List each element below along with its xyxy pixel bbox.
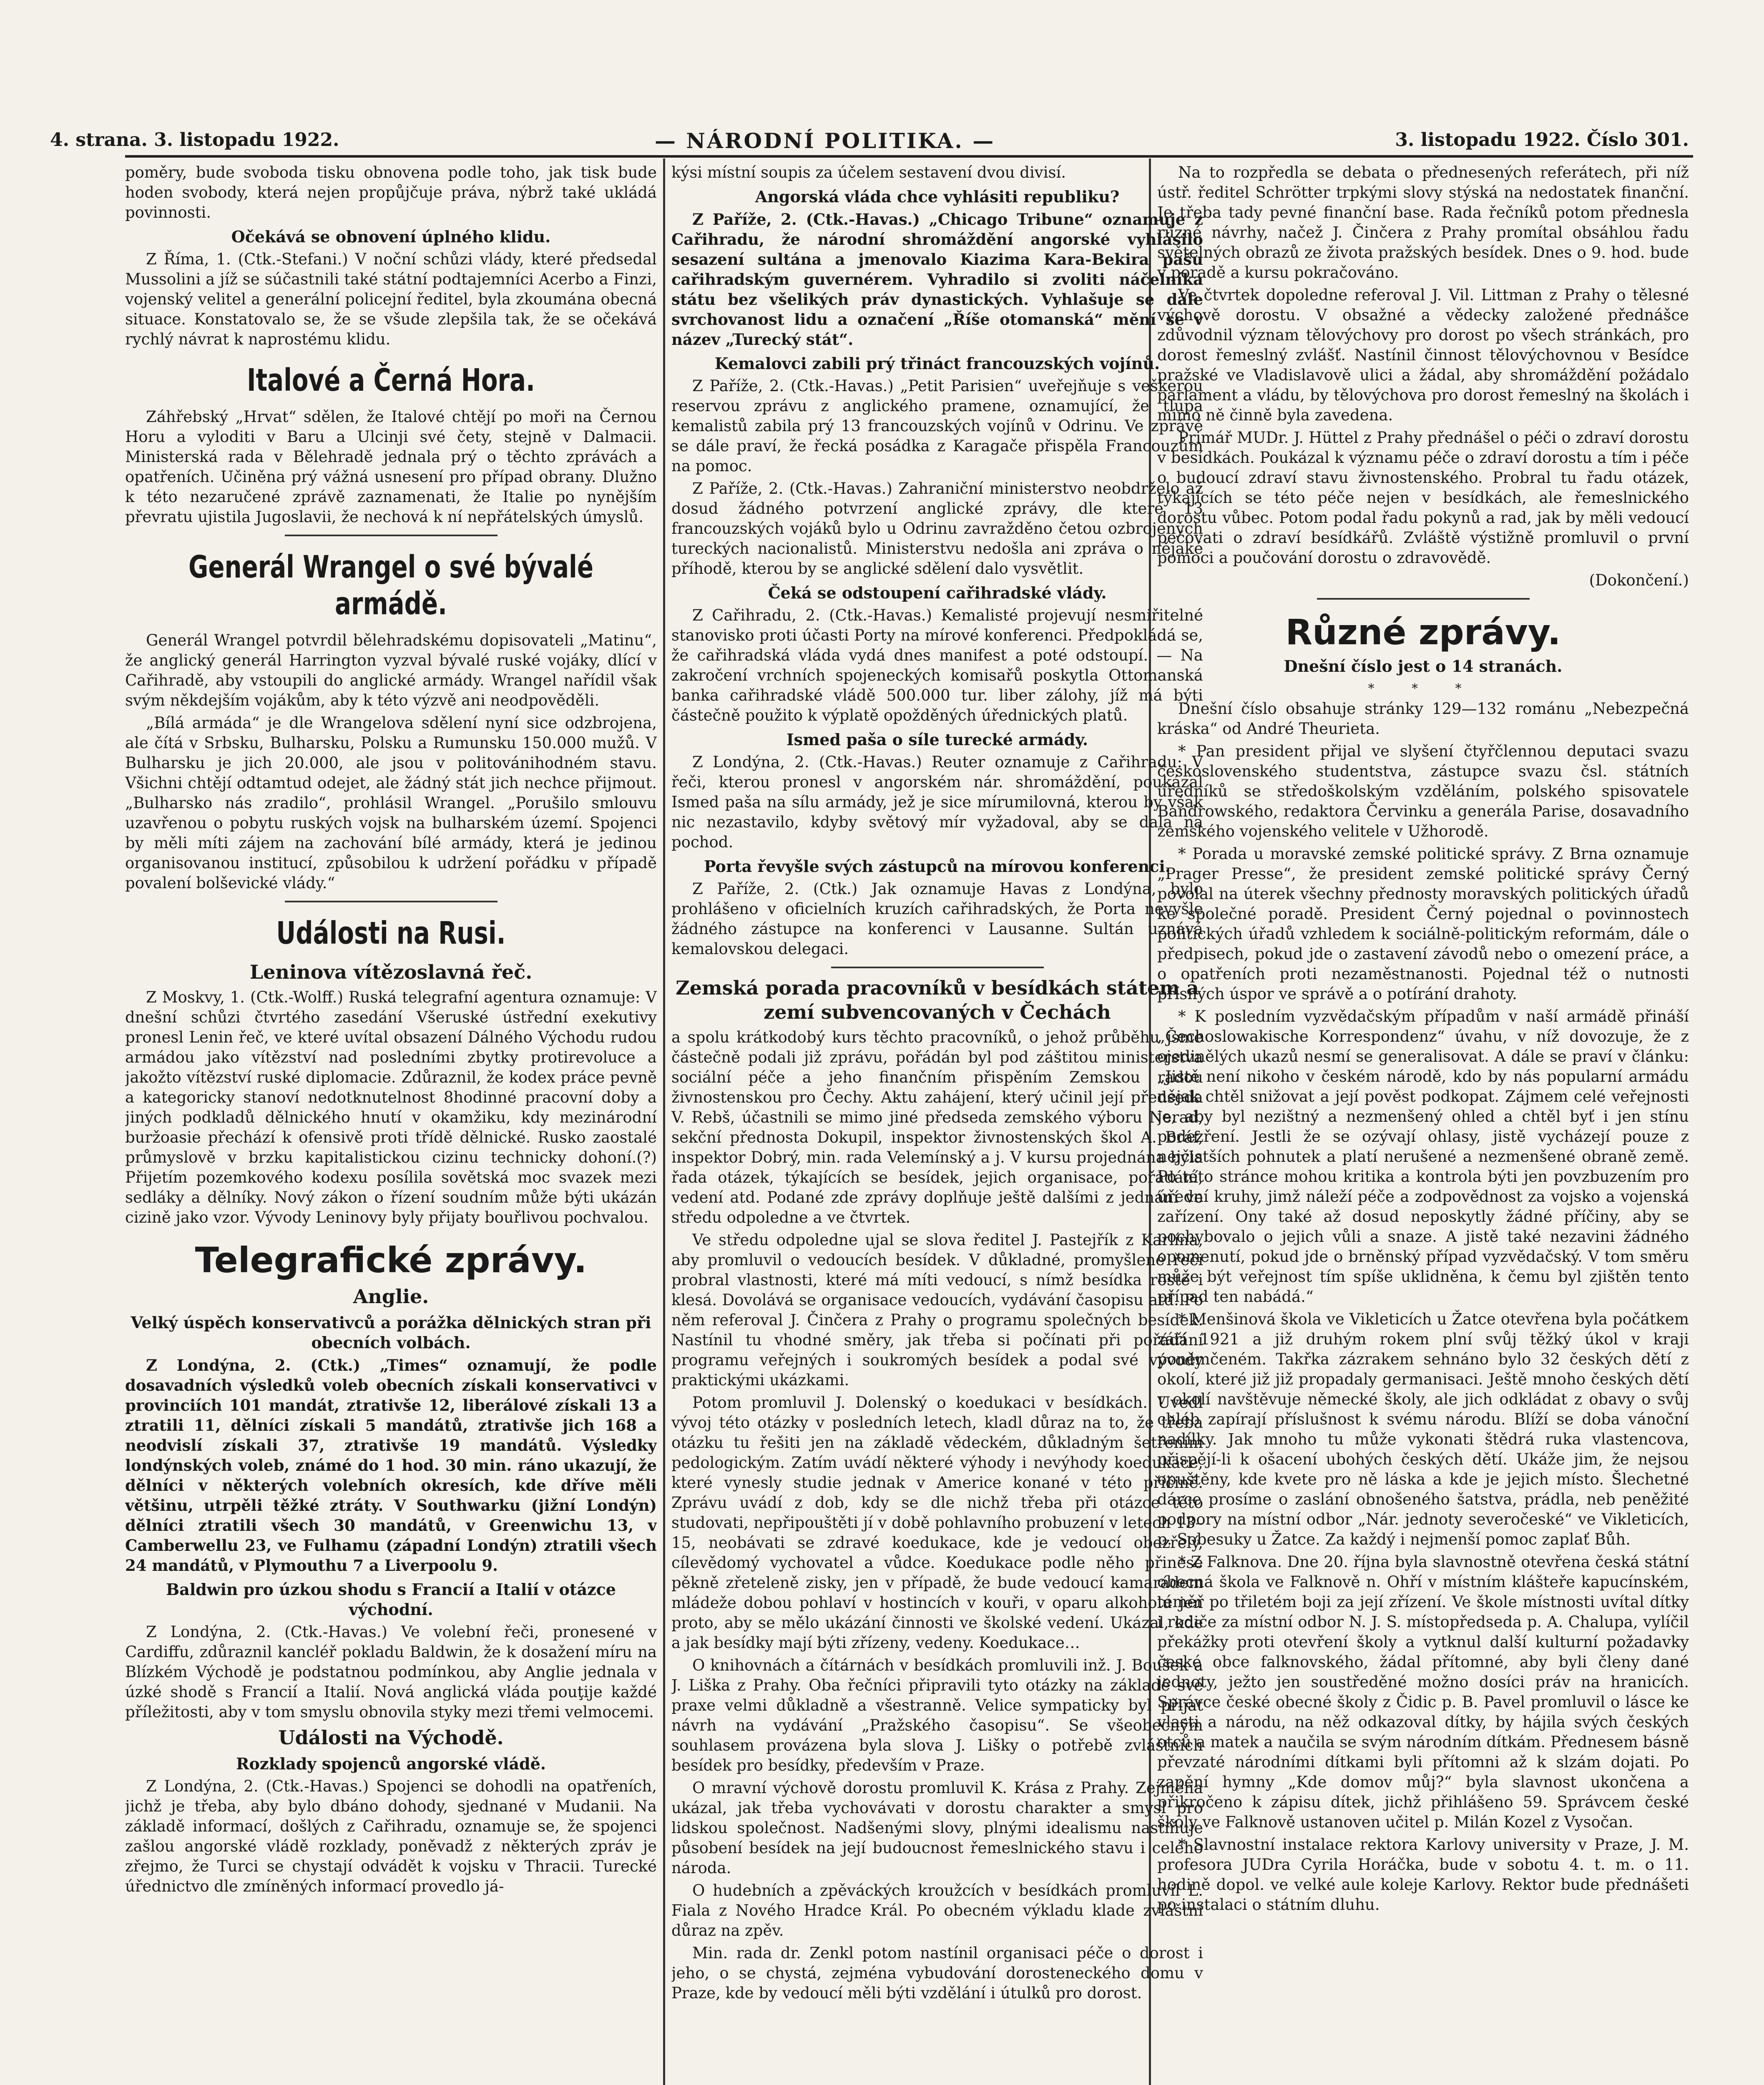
article-headline: Italové a Černá Hora.	[247, 362, 535, 398]
article-text: Potom promluvil J. Dolenský o koedukaci v besídkách. Uvedl vývoj této otázky v posledních letech, kladl důraz na to, že třeba otázku tu řešiti jen na základě vědeckém, důkladným šetřením pedologickým. Zatím uvádí některé výhody i nevýhody koedukace, které vynesly studie jednak v Americe konané v této příčině. Zprávu uvádí z dob, kdy se dle nichž třeba při otázce této studovati, nepřipouštěti jí v době pohlavního probuzení v letech 13–15, neobávati se zdravé koedukace, kde je vedoucí obezřelý, cílevědomý vychovatel a vůdce. Koedukace podle něho přinese pěkně zřeteleně zisky, jen v případě, že bude vedoucí kamarádem mládeže dobou pohlaví v hostincích v kouři, v oparu alkoholu jen proto, aby se mělo ukázání činnosti ve školské vedení. Ukázal, kde a jak besídky mají býti zřízeny, vedeny. Koedukace…	[671, 1394, 1203, 1652]
article-heading: Baldwin pro úzkou shodu s Francií a Italií v otázce východní.	[166, 1580, 616, 1619]
column-divider	[663, 158, 665, 2085]
article-text: Z Londýna, 2. (Ctk.) „Times“ oznamují, že podle dosavadních výsledků voleb obecních získali konservativci v provinciích 101 mandát, ztrativše 12, liberálové získali 13 a ztratili 11, dělníci získali 5 mandátů, ztrativše jich 168 a neodvislí získali 37, ztrativše 19 mandátů. Výsledky londýnských voleb, známé do 1 hod. 30 min. ráno ukazují, že dělníci v některých volebních okresích, kde dříve měli většinu, utrpěli těžké ztráty. V Southwarku (jižní Londýn) dělníci ztratili všech 30 mandátů, v Greenwichu 13, v Camberwellu 23, ve Fulhamu (západní Londýn) ztratili všech 24 mandátů, v Plymouthu 7 a Liverpoolu 9.	[125, 1356, 657, 1575]
page-header	[50, 121, 1689, 158]
article-heading: Ismed paša o síle turecké armády.	[786, 730, 1088, 749]
article-text: Dnešní číslo obsahuje stránky 129—132 románu „Nebezpečná kráska“ od André Theurieta.	[1157, 700, 1689, 738]
article-heading: Čeká se odstoupení cařihradské vlády.	[768, 583, 1107, 602]
article-heading: Kemalovci zabili prý třináct francouzských vojínů.	[714, 354, 1160, 373]
article-text: * Z Falknova. Dne 20. října byla slavnostně otevřena česká státní obecná škola ve Falknově n. Ohří v místním klášteře kapucínském, téměř po třiletém boji za její zřízení. Ve škole místnosti uvítal dítky i rodiče za místní odbor N. J. S. místopředseda p. A. Chalupa, vylíčil překážky proti otevření školy a vytknul další kulturní požadavky české obce falknovského, žádal přítomné, aby byli členy dané jednoty, ježto jen soustředěné možno dosíci práv na hranicích. Správce české obecné školy z Čidic p. B. Pavel promluvil o lásce ke vlasti a národu, na něž odkazoval dítky, by hájila svých českých otců a matek a naučila se svým národním dítkám. Přednesem básně převzaté národními dítkami byli přítomni až k slzám dojati. Po zapění hymny „Kde domov můj?“ byla slavnost ukončena a přikročeno k zápisu dítek, jichž přihlášeno 59. Správcem české školy ve Falknově ustanoven učitel p. Milán Kozel z Vysočan.	[1157, 1553, 1689, 1831]
separator	[1317, 598, 1530, 600]
header-page-date: 4. strana. 3. listopadu 1922.	[50, 129, 339, 151]
article-text: a spolu krátkodobý kurs těchto pracovníků, o jehož průběhu jsme částečně podali již zprávu, pořádán byl pod záštitou ministerstva sociální péče a jeho finančním přispěním Zemskou radou živnostenskou pro Čechy. Aktu zahájení, který učinil její předseda V. Rebš, účastnili se mimo jiné předseda zemského výboru Nerad, sekční přednosta Dokupil, inspektor živnostenských škol A. Bráf, inspektor Dobrý, min. rada Velemínský a j. V kursu projednána byla řada otázek, týkajících se besídek, jejich organisace, pořádání, vedení atd. Podané zde zprávy doplňuje ještě dalšími z jednání ve středu odpoledne a ve čtvrtek.	[671, 1028, 1203, 1226]
article-text: Min. rada dr. Zenkl potom nastínil organisaci péče o dorost i jeho, o se chystá, zejména vybudování dorosteneckého domu v Praze, kde by vedoucí měli býti vzdělání i útulků pro dorost.	[671, 1944, 1203, 2002]
separator	[285, 901, 498, 902]
separator	[285, 535, 498, 536]
article-text: Záhřebský „Hrvat“ sdělen, že Italové chtějí po moři na Černou Horu a vyloditi v Baru a Ulcinji své čety, stejně v Dalmacii. Ministerská rada v Bělehradě jednala prý o těchto zprávách a opatřeních. Učiněna prý vážná usnesení pro případ obrany. Dlužno k této nezaručené zprávě zaznamenati, že Italie po nynějším převratu ujistila Jugoslavii, že nechová k ní nepřátelských úmyslů.	[125, 408, 657, 526]
article-heading: Rozklady spojenců angorské vládě.	[236, 1754, 546, 1773]
column-1	[125, 163, 657, 2085]
article-text: Primář MUDr. J. Hüttel z Prahy přednášel o péči o zdraví dorostu v besídkách. Poukázal k významu péče o zdraví dorostu a tím i péče o budoucí zdraví stavu živnostenského. Probral tu řadu otázek, týkajících se této péče nejen v besídkách, ale řemeslnického dorostu vůbec. Potom podal řadu pokynů a rad, jak by měli vedoucí pečovati o zdraví besídkářů. Zvláště výstižně promluvil o první pomoci a poučování dorostu o zdravovědě.	[1157, 429, 1689, 567]
ornament: * * *	[1368, 681, 1478, 696]
section-headline: Telegrafické zprávy.	[195, 1240, 587, 1281]
article-heading: Porta řevyšle svých zástupců na mírovou konferenci.	[704, 857, 1171, 876]
article-text: O hudebních a zpěváckých kroužcích v besídkách promluvil L. Fiala z Nového Hradce Král. Po obecném výkladu klade zvláštní důraz na zpěv.	[671, 1882, 1203, 1939]
article-text: * Pan president přijal ve slyšení čtyřčlennou deputaci svazu československého studentstva, zástupce svazu čsl. státních úředníků se středoškolským vzděláním, polského spisovatele Bandrowského, redaktora Červinku a generála Parise, dosavadního zemského vojenského velitele v Užhorodě.	[1157, 742, 1689, 840]
article-text: kýsi místní soupis za účelem sestavení dvou divisí.	[671, 163, 1066, 181]
article-heading: Očekává se obnovení úplného klidu.	[231, 227, 551, 246]
article-text: Ve středu odpoledne ujal se slova ředitel J. Pastejřík z Karlína, aby promluvil o vedoucích besídek. V důkladné, promyšlené řeči probral vlastnosti, které má míti vedoucí, s nímž besídka roste i klesá. Dovolává se organisace vedoucích, vydávání časopisu atd. Po něm referoval J. Činčera z Prahy o programu společných besídek. Nastínil tu vhodné směry, jak třeba si počínati při pořádání programu veřejných i soukromých besídek a podal své vývody praktickými ukázkami.	[671, 1231, 1203, 1389]
article-text: Z Londýna, 2. (Ctk.-Havas.) Reuter oznamuje z Cařihradu: V řeči, kterou pronesl v angorském nár. shromáždění, poukázal Ismed paša na sílu armády, jež je sice mírumilovná, kterou by však nic nezastavilo, kdyby světový mír vyžadoval, aby se dala na pochod.	[671, 753, 1203, 851]
article-headline: Události na Východě.	[278, 1726, 504, 1749]
header-issue-number: 3. listopadu 1922. Číslo 301.	[1395, 129, 1689, 151]
article-text: Z Londýna, 2. (Ctk.-Havas.) Spojenci se dohodli na opatřeních, jichž je třeba, aby bylo dbáno dohody, sjednané v Mudanii. Na základě informací, došlých z Cařihradu, oznamuje se, že spojenci zašlou angorské vládě rozklady, poněvadž z některých zpráv je zřejmo, že Turci se chystají odvádět k vojsku v Thracii. Turecké úřednictvo dle zmíněných informací provedlo já-	[125, 1777, 657, 1895]
article-headline: Generál Wrangel o své bývalé armádě.	[188, 549, 593, 622]
masthead-title: — NÁRODNÍ POLITIKA. —	[655, 128, 995, 153]
article-text: * Slavnostní instalace rektora Karlovy university v Praze, J. M. profesora JUDra Cyrila Horáčka, bude v sobotu 4. t. m. o 11. hodině dopol. ve velké aule koleje Karlovy. Rektor bude přednášeti po instalaci o státním dluhu.	[1157, 1836, 1689, 1914]
article-text: Z Paříže, 2. (Ctk.-Havas.) Zahraniční ministerstvo neobdrželo až dosud žádného potvrzení anglické zprávy, dle které 13 francouzských vojáků bylo u Odrinu zavražděno četou ozbrojených tureckých nacionalistů. Ministerstvu nedošla ani zpráva o nějaké příhodě, kterou by se anglické sdělení dalo vysvětlit.	[671, 480, 1203, 578]
continuation-note: (Dokončení.)	[1589, 571, 1689, 589]
article-text: Na to rozpředla se debata o přednesených referátech, při níž ústř. ředitel Schrötter trpkými slovy stýská na nedostatek finanční. Je třeba tady pevné finanční base. Rada řečníků potom přednesla různé návrhy, načež J. Činčera z Prahy promítal obsáhlou řadu světelných obrazů ze života pražských besídek. Dnes o 9. hod. bude v poradě a kursu pokračováno.	[1157, 163, 1689, 281]
article-text: Z Londýna, 2. (Ctk.-Havas.) Ve volební řeči, pronesené v Cardiffu, zdůraznil kancléř pokladu Baldwin, že k dosažení míru na Blízkém Východě je podstatnou podmínkou, aby Anglie jednala v úzké shodě s Francií a Italií. Nová anglická vláda pouţije každé příležitosti, aby v tom smyslu obnovila styky mezi třemi velmocemi.	[125, 1623, 657, 1721]
column-2	[671, 163, 1203, 2085]
article-heading: Leninova vítězoslavná řeč.	[249, 961, 533, 983]
article-heading: Velký úspěch konservativců a porážka dělnických stran při obecních volbách.	[131, 1313, 651, 1352]
section-headline: Různé zprávy.	[1285, 612, 1561, 653]
article-text: Z Paříže, 2. (Ctk.-Havas.) „Petit Parisien“ uveřejňuje s veškerou reservou zprávu z anglického pramene, oznamující, že tlupa kemalistů zabila prý 13 francouzských vojínů v Odrinu. Ve zprávě se dále praví, že řecká posádka z Karagače přispěla Francouzům na pomoc.	[671, 377, 1203, 475]
article-text: Z Cařihradu, 2. (Ctk.-Havas.) Kemalisté projevují nesmiřitelné stanovisko proti účasti Porty na mírové konferenci. Předpokládá se, že cařihradská vláda vydá dnes manifest a poté odstoupí. — Na zakročení vrchních spojeneckých komisařů poskytla Ottomanská banka cařihradské vládě 500.000 tur. liber zálohy, jíž má býti částečně použito k výplatě opožděných úřednických platů.	[671, 606, 1203, 724]
article-text: Z Paříže, 2. (Ctk.) Jak oznamuje Havas z Londýna, bylo prohlášeno v oficielních kruzích cařihradských, že Porta nevyšle žádného zástupce na konferenci v Lausanne. Sultán uznává kemalovskou delegaci.	[671, 880, 1203, 958]
article-headline: Události na Rusi.	[276, 915, 506, 951]
article-heading: Angorská vláda chce vyhlásiti republiku?	[755, 187, 1120, 206]
column-3	[1157, 163, 1689, 2085]
article-text: poměry, bude svoboda tisku obnovena podle toho, jak tisk bude hoden svobody, která nejen propůjčuje práva, nýbrž také ukládá povinnosti.	[125, 163, 657, 221]
article-text: * K posledním vyzvědačským případům v naší armádě přináší „Čechoslowakische Korrespondenz“ úvahu, v níž dovozuje, že z ojedinělých ukazů nesmí se generalisovat. A dále se praví v článku: „Jistě není nikoho v českém národě, kdo by nás popularní armádu nějak chtěl snižovat a její pověst podkopat. Zájmem celé veřejnosti je, aby byl nezištný a nezmenšený ohled a chtěl byť i jen stínu podezření. Jestli že se ozývají ohlasy, jistě vycházejí pouze z nejčistších pohnutek a platí nerušené a nezmenšené obraně země. Po této stránce mohou kritika a kontrola býti jen povzbuzením pro úřední kruhy, jimž náleží péče a zodpovědnost za vojsko a vojenská zařízení. Ony také až dosud neposkytly žádné příčiny, aby se pochybovalo o jejich vůli a snaze. A jistě také nezavini žádného opomenutí, pokud jde o brněnský případ vyzvědačský. V tom směru může být veřejnost tím spíše uklidněna, k čemu byl zjištěn tento případ ten nabádá.“	[1157, 1007, 1689, 1306]
article-text: Z Říma, 1. (Ctk.-Stefani.) V noční schůzi vlády, které předsedal Mussolini a jíž se súčastnili také státní podtajemníci Acerbo a Finzi, vojenský velitel a generální policejní ředitel, byla zkoumána obecná situace. Konstatovalo se, že se všude zlepšila tak, že se očekává rychlý návrat k naprostému klidu.	[125, 250, 657, 348]
article-headline: Zemská porada pracovníků v besídkách státem a zemí subvencovaných v Čechách	[676, 977, 1199, 1023]
article-text: * Menšinová škola ve Vikleticích u Žatce otevřena byla počátkem září 1921 a již druhým rokem plní svůj těžký úkol v kraji poněmčeném. Takřka zázrakem sehnáno bylo 32 českých dětí z okolí, které již již propadaly germanisaci. Ještě mnoho českých dětí v okolí navštěvuje německé školy, ale jich odkládat z obavy o svůj chléb zapírají příslušnost k svému národu. Blíží se doba vánoční nadílky. Jak mnoho tu může vykonati štědrá ruka vlastencova, přispějí-li k ošacení ubohých českých dětí. Ukáže jim, že nejsou opuštěny, kde kvete pro ně láska a kde je jejich místo. Šlechetné dárce prosíme o zaslání obnošeného šatstva, prádla, neb peněžité podpory na místní odbor „Nár. jednoty severočeské“ ve Vikleticích, p. Sobesuky u Žatce. Za každý i nejmenší pomoc zaplať Bůh.	[1157, 1310, 1689, 1548]
article-text: Z Moskvy, 1. (Ctk.-Wolff.) Ruská telegrafní agentura oznamuje: V dnešní schůzi čtvrtého zasedání Všeruské ústřední exekutivy pronesl Lenin řeč, ve které uvítal obsazení Dálného Východu rudou armádou jako vítězství nad posledními zbytky protirevoluce a jakožto vítězství ruské diplomacie. Zdůraznil, že kodex práce pevně a kategoricky stanoví nedotknutelnost 8hodinné pracovní doby a jiných podkladů dělnického hnutí v okamžiku, kdy mezinárodní buržoasie přechází k ofensivě proti třídě dělnické. Rusko zaostalé průmyslově v brzku kapitalistickou cizinu technicky dohoní.(?) Přijetím pozemkového kodexu posílila sovětská moc svazek mezi sedláky a dělníky. Nový zákon o řízení soudním může býti ukázán cizině jako vzor. Vývody Leninovy byly přijaty bouřlivou pochvalou.	[125, 988, 657, 1226]
article-text: Ve čtvrtek dopoledne referoval J. Vil. Littman z Prahy o tělesné výchově dorostu. V obsažné a vědecky založené přednášce zdůvodnil význam tělovýchovy pro dorost po všech stránkách, pro dorost řemeslný zvlášť. Nastínil činnost tělovýchovnou v Besídce pražské ve Vladislavově ulici a žádal, aby shromáždění požádalo parlament a vládu, by tělovýchova pro dorost řemeslný na školách i mimo ně činně byla zavedena.	[1157, 286, 1689, 424]
separator	[831, 967, 1044, 968]
article-text: Z Paříže, 2. (Ctk.-Havas.) „Chicago Tribune“ oznamuje z Cařihradu, že národní shromáždění angorské vyhlásilo sesazení sultána a jmenovalo Kiazima Kara-Bekira pašu cařihradským guvernérem. Vyhradilo si zvoliti náčelníka státu bez všelikých práv dynastických. Vyhlašuje se dále svrchovanost lidu a označení „Říše otomanská“ mění se v název „Turecký stát“.	[671, 210, 1203, 349]
article-text: O mravní výchově dorostu promluvil K. Krása z Prahy. Zejména ukázal, jak třeba vychovávati v dorostu charakter a smysl pro lidskou společnost. Nadšenými slovy, plnými idealismu nastiňuje působení besídek na její budoucnost řemeslnického stavu i celého národa.	[671, 1779, 1203, 1877]
article-heading: Dnešní číslo jest o 14 stranách.	[1284, 657, 1563, 676]
section-subheading: Anglie.	[353, 1285, 429, 1308]
header-rule	[125, 155, 1693, 158]
article-text: O knihovnách a čítárnách v besídkách promluvili inž. J. Boušek a J. Liška z Prahy. Oba řečníci připravili tyto otázky na základě své praxe velmi důkladně a všestranně. Velice sympaticky byl přijat návrh na vydávání „Pražského časopisu“. Se všeobecným souhlasem provázena byla slova J. Lišky o potřebě zvláštních besídek pro besídky, především v Praze.	[671, 1656, 1203, 1774]
article-text: „Bílá armáda“ je dle Wrangelova sdělení nyní sice odzbrojena, ale čítá v Srbsku, Bulharsku, Polsku a Rumunsku 150.000 mužů. V Bulharsku je jich 20.000, ale jsou v politovánihodném stavu. Všichni chtějí odtamtud odejet, ale žádný stát jich nechce přijmout. „Bulharsko nás zradilo“, prohlásil Wrangel. „Porušilo smlouvu uzavřenou o pobytu ruských vojsk na bulharském území. Spojenci by měli míti zájem na zachování bílé armády, která je jedinou organisovanou institucí, způsobilou k udržení pořádku v případě povalení bolševické vlády.“	[125, 714, 657, 892]
article-text: Generál Wrangel potvrdil bělehradskému dopisovateli „Matinu“, že anglický generál Harrington vyzval bývalé ruské vojáky, dlící v Cařihradě, aby vstoupili do anglické armády. Wrangel nařídil však svým někdejším vojákům, aby k této výzvě ani neodpověděli.	[125, 631, 657, 709]
article-text: * Porada u moravské zemské politické správy. Z Brna oznamuje „Prager Presse“, že president zemské politické správy Černý povolal na úterek všechny přednosty moravských politických úřadů ke společné poradě. President Černý pojednal o povinnostech politických úřadů vzhledem k sociálně-politickým reformám, dále o předpisech, pokud jde o zastavení závodů nebo o omezení práce, a o opatřeních proti nezaměstnanosti. Pojednal též o nutnosti přísných úspor ve správě a o potírání drahoty.	[1157, 845, 1689, 1003]
